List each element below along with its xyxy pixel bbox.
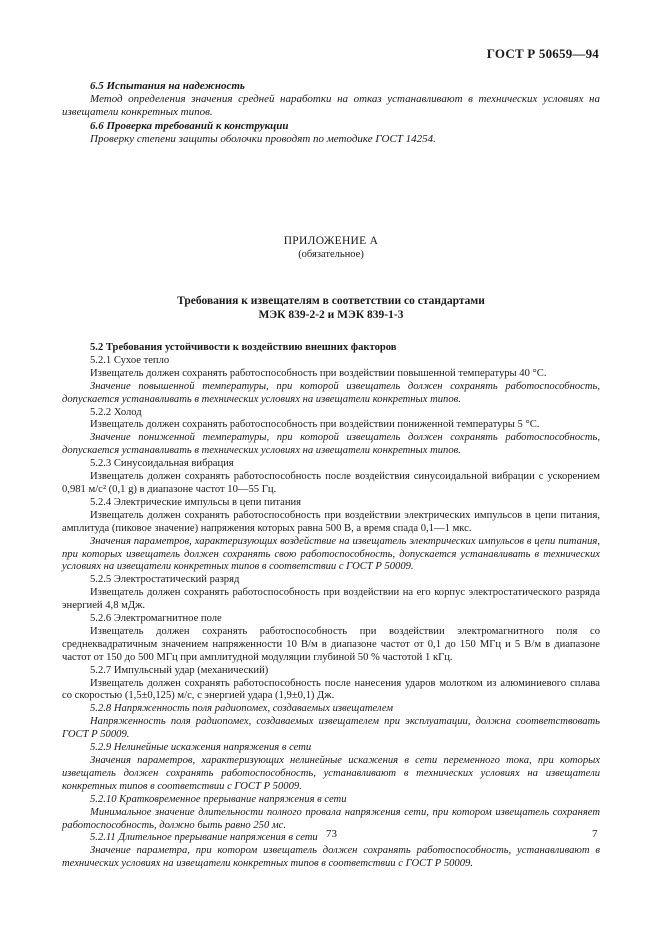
- section-5-2-9-title: 5.2.9 Нелинейные искажения напряжения в сети: [90, 742, 312, 754]
- section-5-2-4-title: 5.2.4 Электрические импульсы в цепи питания: [90, 496, 302, 508]
- section-5-2-1-title: 5.2.1 Сухое тепло: [90, 354, 170, 366]
- section-5-2-8-text: Напряженность поля радиопомех, создаваемых извещателем при эксплуатации, должна соответствовать ГОСТ Р 50009.: [62, 716, 600, 741]
- section-5-2-3-title: 5.2.3 Синусоидальная вибрация: [90, 458, 234, 470]
- section-5-2-5-title: 5.2.5 Электростатический разряд: [90, 574, 240, 586]
- section-5-2-3-text: Извещатель должен сохранять работоспособность после воздействия синусоидальной вибрации с ускорением 0,981 м/с² (0,1 g) в диапазоне частот 10—55 Гц.: [62, 471, 600, 495]
- appendix-header: [62, 235, 600, 322]
- section-5-2-4-text: Извещатель должен сохранять работоспособность при воздействии электрических импульсов в цепи питания, амплитуда (пиковое значение) напряжения которых равна 500 В, а время спада 0,1—1 мкс.: [62, 509, 600, 534]
- document-code: ГОСТ Р 50659—94: [486, 46, 599, 61]
- page-number: 73: [326, 828, 337, 840]
- section-6-block: [62, 80, 600, 146]
- section-6-5-text: Метод определения значения средней наработки на отказ устанавливают в технических условиях на извещатели конкретных типов.: [62, 93, 600, 119]
- section-5-2-7-title: 5.2.7 Импульсный удар (механический): [90, 664, 269, 676]
- appendix-label: ПРИЛОЖЕНИЕ А: [283, 235, 379, 247]
- section-5-2-10-title: 5.2.10 Кратковременное прерывание напряжения в сети: [90, 793, 347, 805]
- section-5-2-11-text: Значение параметра, при котором извещатель должен сохранять работоспособность, устанавливают в технических условиях на извещатели конкретных типов в соответствии с ГОСТ Р 50009.: [62, 845, 600, 870]
- section-5-2-10-text: Минимальное значение длительности полного провала напряжения сети, при котором извещатель сохраняет работоспособность, должно быть равно 250 мс.: [62, 806, 600, 831]
- section-5-2-1-text: Извещатель должен сохранять работоспособность при воздействии повышенной температуры 40 °С.: [90, 367, 547, 379]
- section-5-2-2-title: 5.2.2 Холод: [90, 406, 142, 418]
- section-5-2-title: 5.2 Требования устойчивости к воздействию внешних факторов: [90, 342, 397, 353]
- section-6-6-text: Проверку степени защиты оболочки проводят по методике ГОСТ 14254.: [90, 132, 436, 145]
- sheet-number: 7: [592, 828, 598, 840]
- section-5-2-9-text: Значения параметров, характеризующих нелинейные искажения в сети переменного тока, при которых извещатель должен сохранять работоспособность, устанавливают в технических условиях на извещатели конкретных типов в соответствии с ГОСТ Р 50009.: [62, 755, 600, 792]
- section-5-2-8-title: 5.2.8 Напряженность поля радиопомех, создаваемых извещателем: [90, 703, 394, 715]
- appendix-title-line-2: МЭК 839-2-2 и МЭК 839-1-3: [258, 309, 404, 321]
- section-5-2-2-note: Значение пониженной температуры, при которой извещатель должен сохранять работоспособность, допускается устанавливать в технических условиях на извещатели конкретных типов.: [62, 432, 600, 457]
- appendix-body: [62, 342, 600, 871]
- section-5-2-11-title: 5.2.11 Длительное прерывание напряжения в сети: [90, 832, 318, 844]
- appendix-title: [62, 294, 600, 322]
- section-6-5-title: 6.5 Испытания на надежность: [90, 80, 245, 92]
- section-5-2-6-title: 5.2.6 Электромагнитное поле: [90, 613, 222, 625]
- section-5-2-7-text: Извещатель должен сохранять работоспособность после нанесения ударов молотком из алюминиевого сплава со скоростью (1,5±0,125) м/с, с энергией удара (1,9±0,1) Дж.: [62, 677, 600, 702]
- section-5-2-4-note: Значения параметров, характеризующих воздействие на извещатель электрических импульсов в цепи питания, при которых извещатель должен сохранять свою работоспособность, допускается устанавливать в технических условиях на извещатели конкретных типов в соответствии с ГОСТ Р 50009.: [62, 535, 600, 573]
- section-5-2-1-note: Значение повышенной температуры, при которой извещатель должен сохранять работоспособность, допускается устанавливать в технических условиях на извещатели конкретных типов.: [62, 380, 600, 405]
- section-5-2-2-text: Извещатель должен сохранять работоспособность при воздействии пониженной температуры 5 °С.: [90, 419, 540, 431]
- section-5-2-6-text: Извещатель должен сохранять работоспособность при воздействии электромагнитного поля со среднеквадратичным значением напряженности 10 В/м в диапазоне частот от 0,1 до 150 МГц и 5 В/м в диапазоне частот от 150 до 500 МГц при амплитудной модуляции глубиной 50 % частотой 1 кГц.: [62, 625, 600, 663]
- section-6-6-title: 6.6 Проверка требований к конструкции: [90, 119, 289, 132]
- section-5-2-5-text: Извещатель должен сохранять работоспособность при воздействии на его корпус электростатического разряда энергией 4,8 мДж.: [62, 587, 600, 612]
- appendix-title-line-1: Требования к извещателям в соответствии со стандартами: [177, 295, 485, 307]
- appendix-status: (обязательное): [298, 249, 364, 260]
